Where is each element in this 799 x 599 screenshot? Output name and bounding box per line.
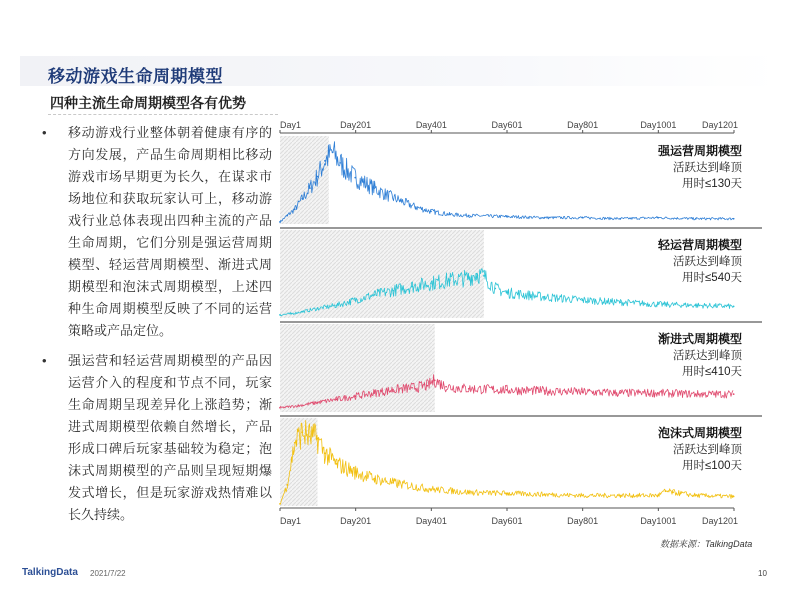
series-point: [581, 391, 583, 393]
series-point: [695, 304, 697, 306]
series-point: [354, 177, 356, 179]
series-point: [468, 491, 470, 493]
series-point: [657, 392, 659, 394]
series-point: [475, 273, 477, 275]
series-point: [324, 452, 326, 454]
series-point: [449, 279, 451, 281]
bullet-item: [42, 122, 272, 342]
peak-window-shade: [280, 324, 435, 412]
series-point: [430, 282, 432, 284]
series-point: [619, 392, 621, 394]
series-point: [445, 386, 447, 388]
bullet-dot-icon: •: [42, 125, 47, 140]
data-source: 数据来源：TalkingData: [660, 539, 753, 549]
top-axis-tick-label: Day1201: [701, 120, 739, 130]
series-point: [468, 388, 470, 390]
series-point: [317, 176, 319, 178]
peak-window-shade: [280, 136, 329, 224]
series-point: [665, 490, 667, 492]
top-axis-tick-label: Day1: [280, 120, 302, 130]
footer-logo: TalkingData: [22, 567, 78, 578]
series-point: [335, 398, 337, 400]
panel-note: 用时≤130天: [682, 178, 742, 190]
top-axis-tick-label: Day401: [415, 120, 447, 130]
series-point: [339, 162, 341, 164]
series-point: [449, 214, 451, 216]
series-point: [430, 210, 432, 212]
series-point: [294, 208, 296, 210]
series-point: [392, 389, 394, 391]
series-point: [483, 275, 485, 277]
series-point: [373, 392, 375, 394]
series-point: [373, 294, 375, 296]
series-point: [581, 495, 583, 497]
subtitle-divider: [48, 114, 278, 115]
top-axis-tick-label: Day1001: [640, 120, 677, 130]
series-point: [354, 395, 356, 397]
bottom-axis-tick-label: Day1201: [701, 516, 739, 526]
series-point: [506, 292, 508, 294]
page-title: 移动游戏生命周期模型: [48, 67, 223, 86]
panel-note: 用时≤100天: [682, 460, 742, 472]
series-point: [619, 495, 621, 497]
series-point: [415, 206, 417, 208]
series-point: [434, 380, 436, 382]
panel-note: 活跃达到峰顶: [673, 350, 742, 362]
series-point: [733, 218, 735, 220]
bottom-axis-tick-label: Day1001: [640, 516, 677, 526]
series-point: [468, 215, 470, 217]
series-point: [324, 160, 326, 162]
series-point: [695, 495, 697, 497]
series-point: [430, 488, 432, 490]
series-point: [362, 181, 364, 183]
series-point: [279, 503, 281, 505]
bullet-text: 移动游戏行业整体朝着健康有序的方向发展，产品生命周期相比移动游戏市场早期更为长久，在谋求市场地位和获取玩家认可上，移动游戏行业总体表现出四种主流的产品生命周期，它们分别是强运营周期模型、轻运营周期模型、渐进式周期模型和泡沫式周期模型，上述四种生命周期模型反映了不同的运营策略或产品定位。: [68, 125, 272, 338]
bottom-axis-tick-label: Day601: [491, 516, 523, 526]
series-point: [733, 306, 735, 308]
series-point: [506, 389, 508, 391]
series-point: [494, 288, 496, 290]
page-number: 10: [758, 569, 767, 578]
series-point: [301, 431, 303, 433]
panel-title: 泡沫式周期模型: [657, 426, 742, 440]
series-point: [354, 299, 356, 301]
series-point: [544, 296, 546, 298]
series-point: [619, 218, 621, 220]
series-point: [468, 277, 470, 279]
top-axis-tick-label: Day801: [567, 120, 599, 130]
series-point: [544, 390, 546, 392]
series-point: [411, 286, 413, 288]
series-point: [506, 492, 508, 494]
bullet-text: 强运营和轻运营周期模型的产品因运营介入的程度和节点不同，玩家生命周期呈现差异化上涨趋势；渐进式周期模型依赖自然增长，产品形成口碑后玩家基础较为稳定；泡沫式周期模型的产品则呈现短期爆发式增长，但是玩家游戏热情难以长久持续。: [68, 353, 272, 522]
series-point: [335, 463, 337, 465]
panel-note: 用时≤410天: [682, 366, 742, 378]
series-point: [544, 217, 546, 219]
series-point: [286, 215, 288, 217]
series-point: [411, 387, 413, 389]
series-point: [657, 495, 659, 497]
series-point: [332, 151, 334, 153]
series-point: [279, 314, 281, 316]
series-point: [506, 216, 508, 218]
bullet-list: [42, 122, 272, 534]
series-point: [309, 187, 311, 189]
top-axis-tick-label: Day601: [491, 120, 523, 130]
panel-title: 渐进式周期模型: [657, 332, 742, 346]
series-point: [672, 491, 674, 493]
series-point: [392, 290, 394, 292]
series-point: [733, 496, 735, 498]
panel-note: 活跃达到峰顶: [673, 162, 742, 174]
series-point: [290, 313, 292, 315]
series-point: [317, 402, 319, 404]
bottom-axis-tick-label: Day801: [567, 516, 599, 526]
bottom-axis-tick-label: Day201: [340, 516, 372, 526]
series-point: [733, 393, 735, 395]
panel-note: 活跃达到峰顶: [673, 256, 742, 268]
footer-date: 2021/7/22: [90, 569, 126, 578]
series-point: [298, 405, 300, 407]
series-point: [544, 494, 546, 496]
series-point: [354, 471, 356, 473]
series-point: [301, 198, 303, 200]
bottom-axis-tick-label: Day401: [415, 516, 447, 526]
series-point: [279, 221, 281, 223]
series-point: [373, 478, 375, 480]
series-point: [581, 217, 583, 219]
series-point: [335, 304, 337, 306]
series-point: [392, 482, 394, 484]
series-point: [680, 492, 682, 494]
peak-window-shade: [280, 230, 484, 318]
top-axis-tick-label: Day201: [340, 120, 372, 130]
lifecycle-chart: [276, 118, 762, 538]
series-point: [657, 217, 659, 219]
series-point: [279, 407, 281, 409]
series-point: [400, 200, 402, 202]
panel-note: 活跃达到峰顶: [673, 444, 742, 456]
panel-note: 用时≤540天: [682, 272, 742, 284]
series-point: [619, 301, 621, 303]
series-point: [347, 170, 349, 172]
lifecycle-chart-svg: [276, 118, 762, 538]
panel-title: 强运营周期模型: [657, 144, 742, 158]
series-point: [317, 308, 319, 310]
series-point: [309, 436, 311, 438]
series-point: [373, 187, 375, 189]
series-point: [317, 438, 319, 440]
panel-title: 轻运营周期模型: [657, 238, 742, 252]
series-point: [301, 311, 303, 313]
series-point: [695, 393, 697, 395]
series-point: [294, 442, 296, 444]
series-point: [581, 299, 583, 301]
series-point: [426, 385, 428, 387]
section-subtitle: 四种主流生命周期模型各有优势: [50, 95, 246, 111]
bottom-axis-tick-label: Day1: [280, 516, 302, 526]
series-point: [385, 194, 387, 196]
series-point: [286, 484, 288, 486]
series-point: [695, 218, 697, 220]
bullet-dot-icon: •: [42, 353, 47, 368]
bullet-item: [42, 350, 272, 526]
series-point: [657, 303, 659, 305]
